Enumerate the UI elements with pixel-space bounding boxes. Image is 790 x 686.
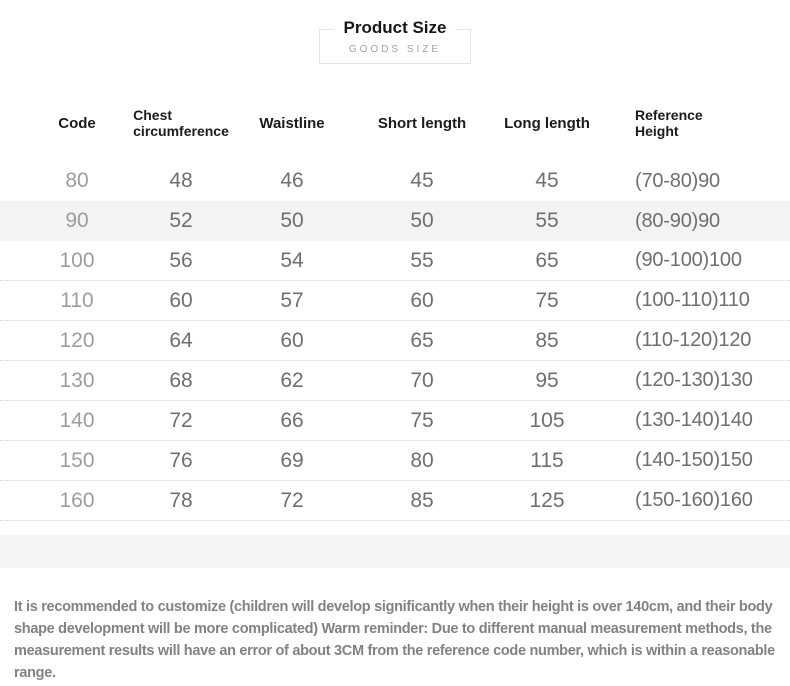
cell-long-length: 125 xyxy=(529,488,565,512)
cell-long-length: 105 xyxy=(529,408,565,432)
cell-code: 80 xyxy=(65,169,89,192)
page-subtitle: GOODS SIZE xyxy=(348,44,442,55)
cell-chest: 52 xyxy=(169,209,193,232)
table-row xyxy=(0,401,790,441)
cell-code: 140 xyxy=(59,408,95,432)
header-chest-line2: circumference xyxy=(133,123,229,139)
cell-long-length: 45 xyxy=(535,169,559,192)
header-short-length: Short length xyxy=(377,114,467,132)
cell-waistline: 69 xyxy=(280,448,304,472)
header-chest-line1: Chest xyxy=(133,107,173,123)
cell-waistline: 50 xyxy=(280,209,304,232)
cell-short-length: 65 xyxy=(410,328,434,352)
cell-chest: 64 xyxy=(169,328,193,352)
header-reference-line1: Reference xyxy=(635,107,703,123)
divider-band xyxy=(0,535,790,568)
cell-reference-height: (110-120)120 xyxy=(635,329,752,351)
table-row xyxy=(0,361,790,401)
cell-chest: 78 xyxy=(169,488,193,512)
table-row xyxy=(0,241,790,281)
cell-waistline: 54 xyxy=(280,248,304,272)
cell-code: 120 xyxy=(59,328,95,352)
cell-short-length: 45 xyxy=(410,169,434,192)
cell-chest: 72 xyxy=(169,408,193,432)
page-title: Product Size xyxy=(335,18,456,38)
cell-reference-height: (150-160)160 xyxy=(635,489,753,511)
cell-long-length: 95 xyxy=(535,368,559,392)
cell-code: 100 xyxy=(59,248,95,272)
cell-reference-height: (80-90)90 xyxy=(635,209,720,232)
table-row xyxy=(0,161,790,201)
header-reference-lines xyxy=(635,107,703,139)
cell-chest: 68 xyxy=(169,368,193,392)
cell-code: 110 xyxy=(60,288,94,312)
cell-reference-height: (140-150)150 xyxy=(635,449,753,471)
header-long-length: Long length xyxy=(504,114,590,132)
cell-reference-height: (120-130)130 xyxy=(635,369,753,391)
cell-short-length: 55 xyxy=(410,248,434,272)
cell-chest: 48 xyxy=(169,169,193,192)
cell-short-length: 85 xyxy=(410,488,434,512)
header-reference-height xyxy=(601,107,765,139)
cell-waistline: 46 xyxy=(280,169,304,192)
cell-long-length: 55 xyxy=(535,209,559,232)
cell-waistline: 60 xyxy=(280,328,304,352)
cell-long-length: 85 xyxy=(535,328,559,352)
header-chest-circumference xyxy=(129,107,233,139)
cell-code: 160 xyxy=(59,488,95,512)
cell-short-length: 50 xyxy=(410,209,434,232)
size-table-body xyxy=(0,161,790,521)
cell-short-length: 70 xyxy=(410,368,434,392)
cell-reference-height: (100-110)110 xyxy=(635,289,750,311)
size-table xyxy=(0,100,790,521)
cell-short-length: 60 xyxy=(410,288,434,312)
header-code: Code xyxy=(58,114,96,132)
header-chest-lines xyxy=(133,107,229,139)
table-row xyxy=(0,201,790,241)
cell-long-length: 65 xyxy=(535,248,559,272)
cell-chest: 60 xyxy=(169,288,193,312)
header-waistline: Waistline xyxy=(259,114,325,132)
cell-code: 150 xyxy=(59,448,95,472)
table-row xyxy=(0,321,790,361)
cell-waistline: 66 xyxy=(280,408,304,432)
cell-short-length: 80 xyxy=(410,448,434,472)
table-row xyxy=(0,441,790,481)
cell-reference-height: (130-140)140 xyxy=(635,409,753,431)
cell-chest: 56 xyxy=(169,248,193,272)
table-row xyxy=(0,481,790,521)
cell-reference-height: (70-80)90 xyxy=(635,169,720,192)
cell-waistline: 57 xyxy=(280,288,304,312)
cell-short-length: 75 xyxy=(410,408,434,432)
cell-long-length: 75 xyxy=(535,288,559,312)
disclaimer-note: It is recommended to customize (children will develop significantly when their height is over 140cm, and their body shape development will be more complicated) Warm reminder: Due to different manual measurement methods, the measurement results will have an error of about 3CM from the reference code number, which is within a reasonable range. xyxy=(14,599,775,681)
table-row xyxy=(0,281,790,321)
cell-reference-height: (90-100)100 xyxy=(635,249,742,271)
cell-chest: 76 xyxy=(169,448,193,472)
product-size-header-box xyxy=(319,18,471,64)
cell-long-length: 115 xyxy=(530,448,564,472)
cell-code: 90 xyxy=(65,209,89,232)
header-reference-line2: Height xyxy=(635,123,679,139)
cell-waistline: 72 xyxy=(280,488,304,512)
cell-code: 130 xyxy=(59,368,95,392)
table-header-row xyxy=(0,100,790,146)
cell-waistline: 62 xyxy=(280,368,304,392)
